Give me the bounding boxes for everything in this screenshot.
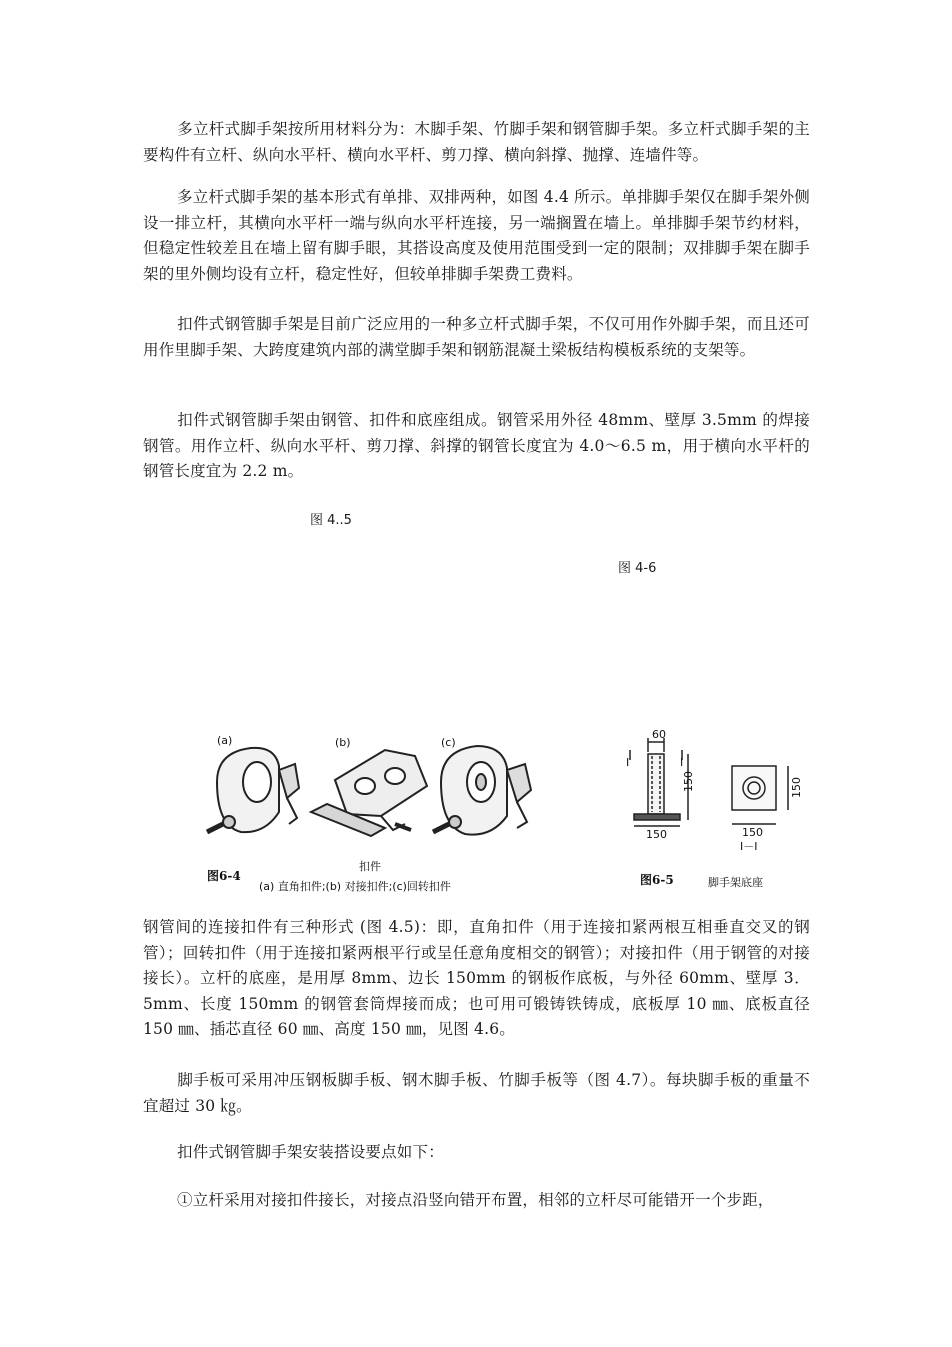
base-section-label: I－I [740, 840, 758, 853]
paragraph-7 [143, 1140, 810, 1166]
base-dim-width: 150 [646, 828, 667, 841]
paragraph-8-text: ①立杆采用对接扣件接长，对接点沿竖向错开布置，相邻的立杆尽可能错开一个步距， [177, 1191, 774, 1209]
base-dim-height: 150 [682, 771, 695, 792]
paragraph-3-text: 扣件式钢管脚手架是目前广泛应用的一种多立杆式脚手架，不仅可用作外脚手架，而且还可用作里脚手架、大跨度建筑内部的满堂脚手架和钢筋混凝土梁板结构模板系统的支架等。 [143, 315, 810, 359]
base-dim-top: 60 [652, 728, 666, 741]
base-dim-plan-width: 150 [742, 826, 763, 839]
clamp-label-b: (b) [335, 736, 351, 749]
paragraph-6 [143, 1068, 810, 1119]
paragraph-4 [143, 408, 810, 485]
clamps-illustration [195, 720, 547, 902]
paragraph-7-text: 扣件式钢管脚手架安装搭设要点如下： [177, 1143, 444, 1161]
base-section-mark-left: I [626, 756, 630, 769]
figure-clamps [195, 720, 547, 902]
paragraph-4-text: 扣件式钢管脚手架由钢管、扣件和底座组成。钢管采用外径 48mm、壁厚 3.5mm 的焊接钢管。用作立杆、纵向水平杆、剪刀撑、斜撑的钢管长度宜为 4.0～6.5 m，用于横向水平杆的钢管长度宜为 2.2 m。 [143, 411, 810, 481]
caption-figure-4-5: 图 4..5 [310, 513, 352, 528]
figure-base [622, 720, 812, 902]
base-figure-title: 图6-5 [640, 873, 674, 887]
paragraph-8 [143, 1188, 810, 1214]
paragraph-2 [143, 185, 810, 287]
caption-figure-4-6: 图 4-6 [618, 561, 657, 576]
paragraph-3 [143, 312, 810, 363]
base-figure-name: 脚手架底座 [708, 876, 763, 889]
clamp-label-a: (a) [217, 734, 233, 747]
base-illustration [622, 720, 812, 902]
clamp-label-c: (c) [441, 736, 456, 749]
paragraph-2-text: 多立杆式脚手架的基本形式有单排、双排两种，如图 4.4 所示。单排脚手架仅在脚手架外侧设一排立杆，其横向水平杆一端与纵向水平杆连接，另一端搁置在墙上。单排脚手架节约材料，但稳定性较差且在墙上留有脚手眼，其搭设高度及使用范围受到一定的限制；双排脚手架在脚手架的里外侧均设有立杆，稳定性好，但较单排脚手架费工费料。 [143, 188, 810, 283]
paragraph-6-text: 脚手板可采用冲压钢板脚手板、钢木脚手板、竹脚手板等（图 4.7）。每块脚手板的重量不宜超过 30 ㎏。 [143, 1071, 810, 1115]
base-section-mark-right: I [680, 756, 684, 769]
clamp-figure-title: 图6-4 [207, 869, 241, 883]
clamp-figure-subtitle: (a) 直角扣件;(b) 对接扣件;(c)回转扣件 [259, 880, 451, 893]
clamp-name: 扣件 [359, 860, 381, 873]
paragraph-5 [143, 915, 810, 1043]
paragraph-5-text: 钢管间的连接扣件有三种形式 (图 4.5)：即，直角扣件（用于连接扣紧两根互相垂直交叉的钢管）；回转扣件（用于连接扣紧两根平行或呈任意角度相交的钢管）；对接扣件（用于钢管的对接接长）。立杆的底座，是用厚 8mm、边长 150mm 的钢板作底板，与外径 60mm、壁厚 3．5mm、长度 150mm 的钢管套筒焊接而成；也可用可锻铸铁铸成，底板厚 10 ㎜、底板直径 150 ㎜、插芯直径 60 ㎜、高度 150 ㎜，见图 4.6。 [143, 918, 810, 1039]
paragraph-1 [143, 117, 810, 168]
paragraph-1-text: 多立杆式脚手架按所用材料分为：木脚手架、竹脚手架和钢管脚手架。多立杆式脚手架的主要构件有立杆、纵向水平杆、横向水平杆、剪刀撑、横向斜撑、抛撑、连墙件等。 [143, 120, 810, 164]
base-dim-plan-height: 150 [790, 777, 803, 798]
